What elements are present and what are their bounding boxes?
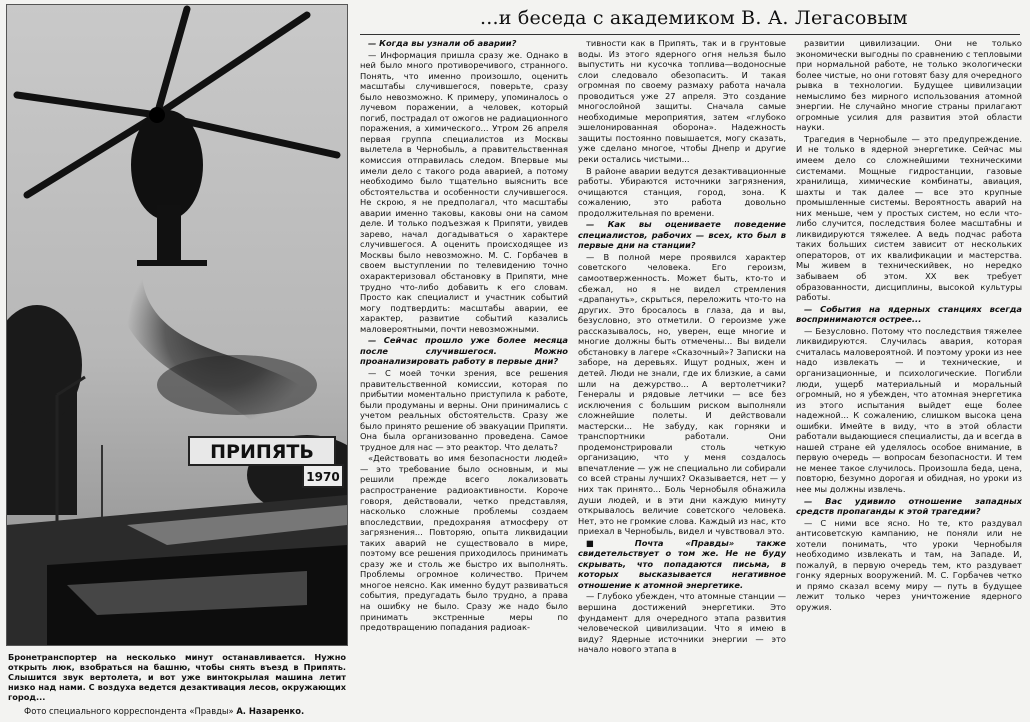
- sign-text: ПРИПЯТЬ: [210, 441, 314, 463]
- answer-paragraph: — В полной мере проявился характер советского человека. Его героизм, самоотверженность. Может быть, кто-то и сбежал, но я не видел стремления «драпануть», скрыться, переложить что-то на других. Это бросалось в глаза, да и вы, безусловно, это отметили. О героизме уже рассказывалось, но, уверен, еще многие и многие должны быть отмечены... Вы видели обстановку в лагере «Сказочный»? Записки на заборе, на деревьях. Ищут родных, жен и детей. Люди не знали, где их близкие, а сами шли на дежурство... А вертолетчики? Генералы и рядовые летчики — все без исключения с большим риском выполняли сложнейшие полеты. И действовали мастерски... Не забуду, как горняки и транспортники работали. Они продемонстрировали столь четкую организацию, что у меня создалось впечатление — уж не специально ли собирали со всей страны лучших? Оказывается, нет — у них так принято... Боль Чернобыля обнажила души людей, и в эти дни каждую минуту открывалось величие советского человека. Нет, это не громкие слова. Каждый из нас, кто приехал в Чернобыль, видел и чувствовал это.: [578, 251, 786, 537]
- article-headline: ...и беседа с академиком В. А. Легасовым: [480, 7, 908, 29]
- answer-paragraph: — Информация пришла сразу же. Однако в ней было много противоречивого, странного. Понять, что именно произошло, оценить масштабы случившегося, поверьте, сразу было невозможно. К примеру, упоминалось о лучевом поражении, а человек, который погиб, пострадал от ожогов не радиационного поражения, а химического... Утром 26 апреля первая группа специалистов из Москвы вылетела в Чернобыль, а правительственная комиссия отправилась следом. Впервые мы имели дело с такого рода аварией, а потому необходимо было тщательно выяснить все обстоятельства и особенности случившегося. Не скрою, я не предполагал, что масштабы аварии именно таковы, каковы они на самом деле. И только подъезжая к Припяти, увидев зарево, начал догадываться о характере случившегося. А оценить происходящее из Москвы было невозможно. М. С. Горбачев в своем выступлении по телевидению точно охарактеризовал обстановку в Припяти, мне трудно что-либо добавить к его словам. Просто как специалист и участник событий могу подтвердить: масштабы аварии, ее характер, развитие событий казались маловероятными, почти невозможными.: [360, 49, 568, 334]
- question-paragraph: — Когда вы узнали об аварии?: [368, 38, 517, 48]
- question-paragraph: — События на ядерных станциях всегда воспринимаются острее...: [796, 303, 1022, 325]
- photo-credit-prefix: Фото специального корреспондента «Правды»: [24, 706, 234, 716]
- answer-paragraph: развитии цивилизации. Они не только экономически выгодны по сравнению с тепловыми при нормальной работе, не только экологически более чистые, но они готовят базу для очередного рывка в технологии. Будущее цивилизации немыслимо без мирного использования атомной энергии. Не случайно многие страны прилагают огромные усилия для развития этой области науки.: [796, 38, 1022, 133]
- sign-year: 1970: [306, 470, 340, 484]
- answer-paragraph: — С ними все ясно. Но те, кто раздувал антисоветскую кампанию, не поняли или не хотели понимать, что уроки Чернобыля необходимо извлекать и там, на Западе. И, пожалуй, в первую очередь тем, кто раздувает гонку ядерных вооружений. М. С. Горбачев четко и прямо сказал всему миру — путь в будущее лежит только через уничтожение ядерного оружия.: [796, 517, 1022, 612]
- question-paragraph: — Сейчас прошло уже более месяца после случившегося. Можно проанализировать работу в первые дни?: [360, 335, 568, 367]
- answer-paragraph: — С моей точки зрения, все решения правительственной комиссии, которая по прибытии моментально приступила к работе, были продуманы и верны. Они принимались с учетом реальных обстоятельств. Сразу же было принято решение об эвакуации Припяти. Она была организованно проведена. Самое трудное для нас — это реактор. Что делать?: [360, 367, 568, 452]
- answer-paragraph: «Действовать во имя безопасности людей» — это требование было основным, и мы решили прежде всего локализовать распространение радиоактивности. Короче говоря, действовали, четко представляя, насколько сложные проблемы создаем впоследствии, предохраняя атмосферу от загрязнения... Повторяю, опыта ликвидации таких аварий не существовало в мире, поэтому все решения приходилось принимать сразу же и столь же быстро их выполнять. Проблемы огромное количество. Причем многое неясно. Как именно будут развиваться события, предугадать было трудно, а права на ошибку не было. Сразу же надо было принимать экстренные меры по предотвращению попадания радиоак-: [360, 453, 568, 633]
- answer-paragraph: Трагедия в Чернобыле — это предупреждение. И не только в ядерной энергетике. Сейчас мы имеем дело со сложнейшими техническими системами. Мощные гидростанции, газовые хранилища, химические комбинаты, авиация, шахты и так далее — все это крупные промышленные системы. Вероятность аварий на них меньше, чем у простых систем, но если что-либо случится, последствия более масштабны и ликвидируются тяжелее. А ведь подчас работа таких больших систем зависит от нескольких операторов, от их квалификации и мастерства. Мы живем в техническийвек, но нередко забываем об этом. XX век требует образованности, дисциплины, высокой культуры работы.: [796, 133, 1022, 303]
- question-paragraph: — Вас удивило отношение западных средств пропаганды к этой трагедии?: [796, 495, 1022, 517]
- answer-paragraph: тивности как в Припять, так и в грунтовые воды. Из этого ядерного огня нельзя было выпустить ни кусочка топлива—водоносные слои следовало обезопасить. И такая огромная по своему размаху работа начала проводиться уже 27 апреля. Это создание многослойной защиты. Сначала самые необходимые мероприятия, затем «глубоко эшелонированная оборона». Надежность защиты постоянно повышается, могу сказать, уже сделано многое, чтобы Днепр и другие реки остались чистыми...: [578, 38, 786, 165]
- answer-paragraph: — Безусловно. Потому что последствия тяжелее ликвидируются. Случилась авария, которая считалась маловероятной. И поэтому уроки из нее надо извлекать — и технические, и организационные, и психологические. Погибли люди, ущерб материальный и моральный огромный, но я убежден, что атомная энергетика из этого испытания выйдет еще более надежной... К сожалению, слишком высока цена ошибки. Имейте в виду, что в этой области работали выдающиеся специалисты, да и всегда в нашей стране ей уделялось особое внимание, в первую очередь — вопросам безопасности. И тем не менее такое случилось. Произошла беда, цена, повторю, безумно дорогая и обидная, но уроки из нее мы должны извлечь.: [796, 325, 1022, 494]
- text-column-3: [796, 38, 1022, 720]
- photo-caption: Бронетранспортер на несколько минут останавливается. Нужно открыть люк, взобраться на башню, чтобы снять въезд в Припять. Слышится звук вертолета, и вот уже винтокрылая машина летит низко над нами. С воздуха ведется дезактивация лесов, окружающих город...: [8, 652, 346, 702]
- text-column-1: [360, 38, 568, 720]
- helicopter-photo: [6, 4, 348, 646]
- headline-rule: [360, 34, 1020, 35]
- text-column-2: [578, 38, 786, 720]
- question-paragraph: — Как вы оцениваете поведение специалистов, рабочих — всех, кто был в первые дни на станции?: [578, 219, 786, 251]
- answer-paragraph: В районе аварии ведутся дезактивационные работы. Убираются источники загрязнения, очищаются станция, город, зона. К сожалению, это работа довольно продолжительная по времени.: [578, 165, 786, 218]
- question-paragraph: ■ Почта «Правды» также свидетельствует о том же. Не не буду скрывать, что попадаются письма, в которых высказывается негативное отношение к атомной энергетике.: [578, 537, 786, 590]
- photo-credit: [24, 706, 344, 716]
- answer-paragraph: — Глубоко убежден, что атомные станции — вершина достижений энергетики. Это фундамент для очередного этапа развития человеческой цивилизации. Что я имею в виду? Ядерные источники энергии — это начало нового этапа в: [578, 591, 786, 655]
- photo-illustration: [7, 5, 347, 645]
- photo-credit-name: А. Назаренко.: [236, 706, 305, 716]
